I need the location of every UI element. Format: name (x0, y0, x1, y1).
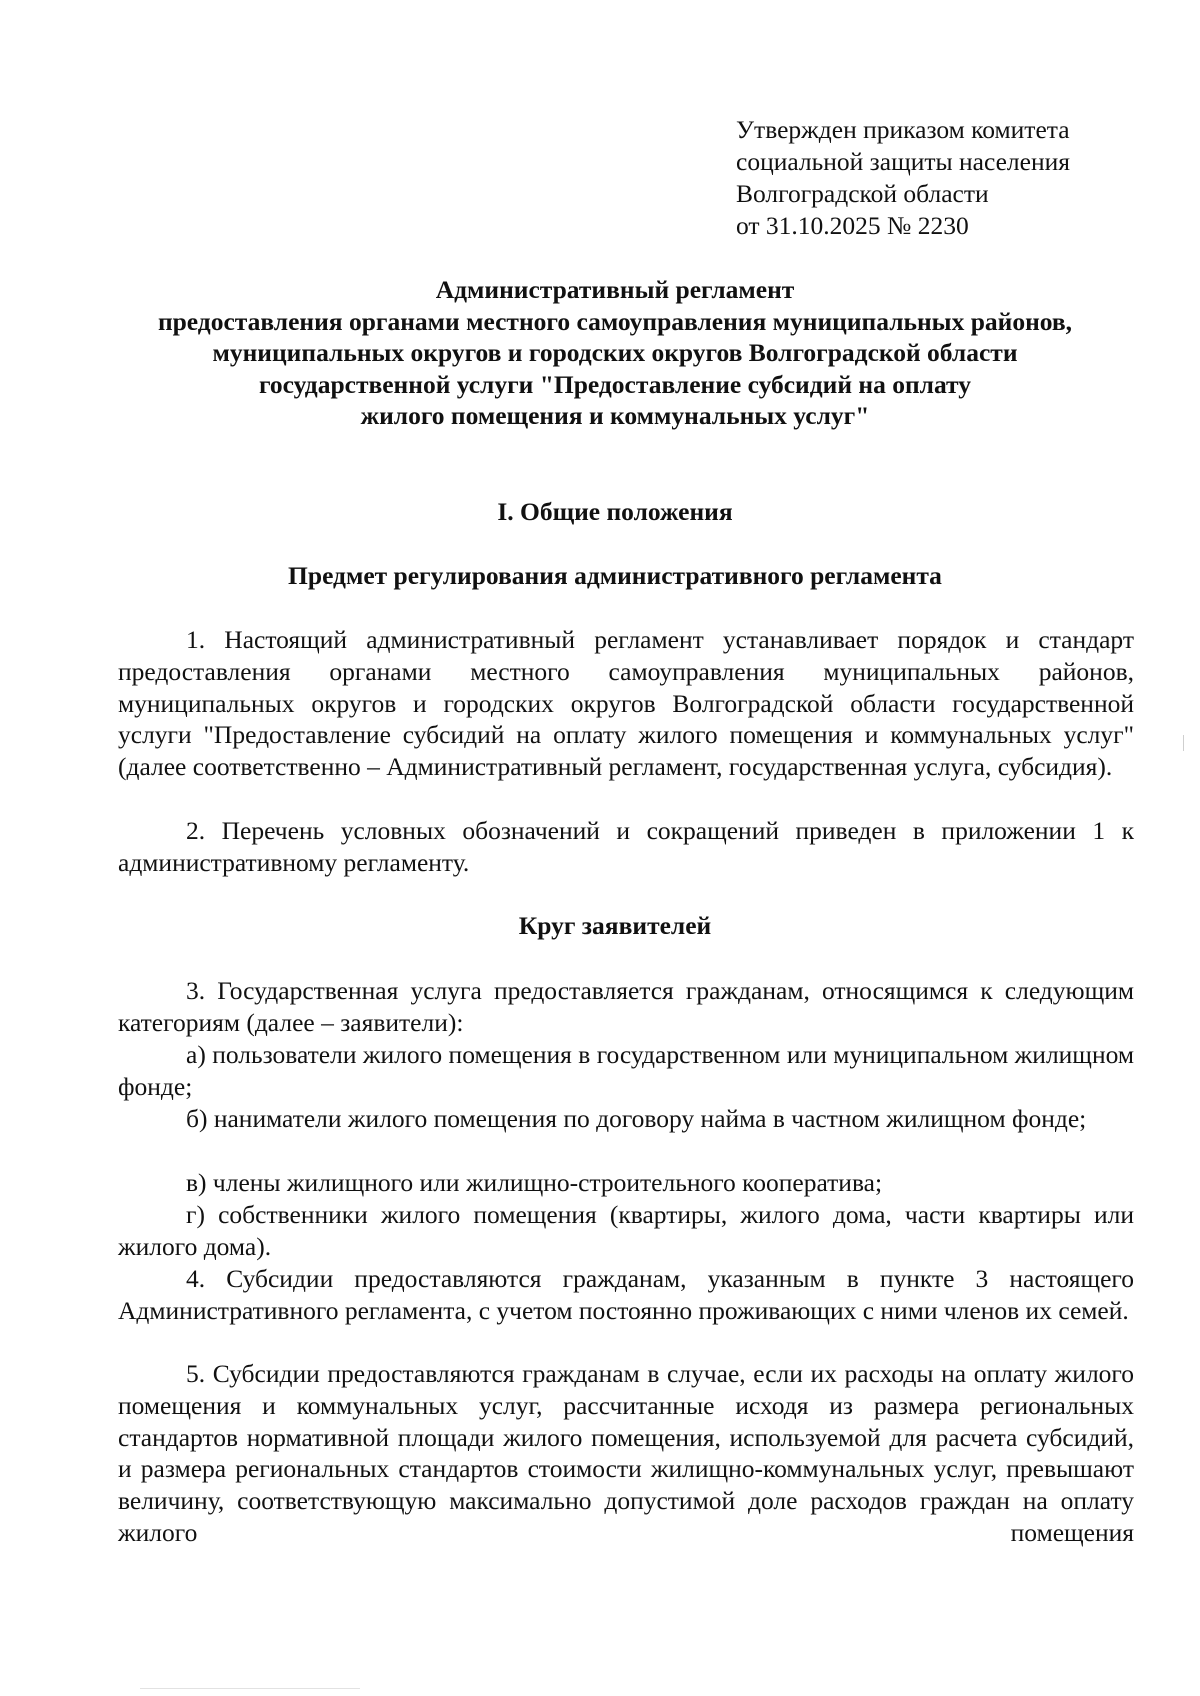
list-item-a (118, 1039, 1134, 1103)
list-item-text: б) наниматели жилого помещения по договору найма в частном жилищном фонде; (186, 1104, 1087, 1133)
paragraph-4 (118, 1263, 1134, 1327)
list-item-v (118, 1167, 1134, 1199)
document-title (110, 274, 1120, 432)
approval-order-number: от 31.10.2025 № 2230 (736, 211, 969, 240)
paragraph-text: 5. Субсидии предоставляются гражданам в случае, если их расходы на оплату жилого помещения и коммунальных услуг, рассчитанные исходя из размера региональных стандартов нормативной площади жилого помещения, используемой для расчета субсидий, и размера региональных стандартов стоимости жилищно-коммунальных услуг, превышают величину, соответствующую максимально допустимой доле расходов граждан на оплату жилого помещения (118, 1359, 1134, 1547)
paragraph-text: 3. Государственная услуга предоставляется гражданам, относящимся к следующим категориям (далее – заявители): (118, 976, 1134, 1037)
scan-artifact (1183, 735, 1184, 751)
scan-artifact (140, 1688, 360, 1689)
title-line: государственной услуги "Предоставление субсидий на оплату (258, 369, 972, 399)
approval-line: Утвержден приказом комитета (736, 115, 1070, 144)
approval-stamp (736, 114, 1156, 242)
paragraph-text: 2. Перечень условных обозначений и сокращений приведен в приложении 1 к административному регламенту. (118, 816, 1134, 877)
list-item-text: в) члены жилищного или жилищно-строительного кооператива; (186, 1168, 883, 1197)
section-heading: I. Общие положения (497, 497, 733, 526)
title-line: Административный регламент (435, 275, 795, 304)
subsection-heading: Круг заявителей (518, 911, 712, 940)
subsection-heading: Предмет регулирования административного регламента (288, 561, 942, 590)
paragraph-3 (118, 975, 1134, 1039)
paragraph-text: 1. Настоящий административный регламент устанавливает порядок и стандарт предоставления органами местного самоуправления муниципальных районов, муниципальных округов и городских округов Волгоградской области государственной услуги "Предоставление субсидий на оплату жилого помещения и коммунальных услуг" (далее соответственно – Административный регламент, государственная услуга, субсидия). (118, 625, 1134, 782)
list-item-g (118, 1199, 1134, 1263)
paragraph-5 (118, 1358, 1134, 1549)
paragraph-text: 4. Субсидии предоставляются гражданам, указанным в пункте 3 настоящего Административного регламента, с учетом постоянно проживающих с ними членов их семей. (118, 1264, 1134, 1325)
approval-line: социальной защиты населения (736, 147, 1070, 176)
paragraph-1 (118, 624, 1134, 783)
title-line: жилого помещения и коммунальных услуг" (360, 401, 870, 430)
title-line: муниципальных округов и городских округов Волгоградской области (212, 338, 1018, 367)
approval-line: Волгоградской области (736, 179, 989, 208)
list-item-text: а) пользователи жилого помещения в государственном или муниципальном жилищном фонде; (118, 1040, 1134, 1101)
list-item-b (118, 1103, 1134, 1135)
title-line: предоставления органами местного самоуправления муниципальных районов, (157, 306, 1073, 336)
paragraph-2 (118, 815, 1134, 879)
list-item-text: г) собственники жилого помещения (квартиры, жилого дома, части квартиры или жилого дома). (118, 1200, 1134, 1261)
